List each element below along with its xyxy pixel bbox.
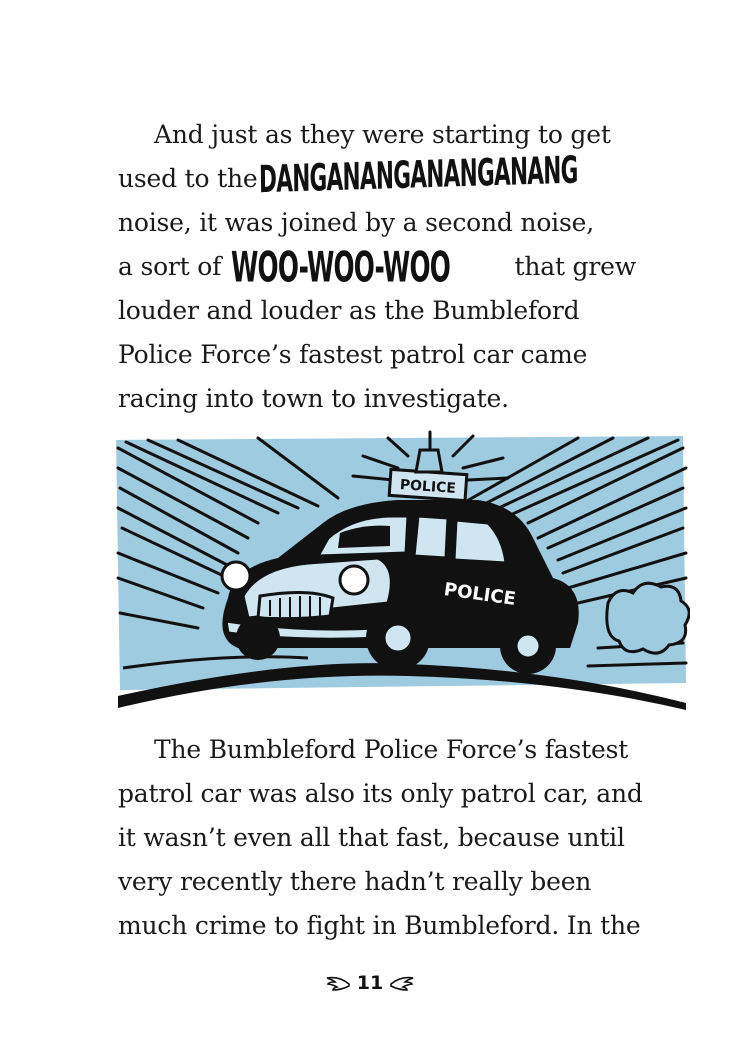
door-label: POLICE [442,579,517,610]
beacon-light [416,450,442,472]
sound-effect-danganang: DANGANANGANANGANANG [259,148,579,202]
text-line: noise, it was joined by a second noise, [118,208,594,237]
text-line: Police Force’s fastest patrol car came [118,340,588,369]
text-line: racing into town to investigate. [118,384,509,413]
text-line [118,148,618,202]
exhaust-cloud [607,583,689,653]
headlight [340,566,368,594]
text-line: very recently there hadn’t really been [118,867,592,896]
sound-effect-woo: WOO-WOO-WOO [230,243,450,293]
page-number: 11 [356,972,384,994]
text-fragment: used to the [118,164,258,193]
page-footer [320,963,420,1003]
wing-icon [389,974,415,992]
paragraph-2 [118,728,643,948]
text-line [118,243,636,293]
text-fragment: that grew [514,252,636,281]
police-car-illustration [108,428,690,718]
text-line: it wasn’t even all that fast, because until [118,823,625,852]
text-line: louder and louder as the Bumbleford [118,296,580,325]
wing-icon [325,974,351,992]
text-line: And just as they were starting to get [154,120,611,149]
text-line: The Bumbleford Police Force’s fastest [154,735,629,764]
roof-sign-text: POLICE [399,477,457,497]
paragraph-1 [118,113,636,421]
text-line: patrol car was also its only patrol car, and [118,779,643,808]
text-line: much crime to fight in Bumbleford. In the [118,911,641,940]
headlight [222,562,250,590]
text-fragment: a sort of [118,252,222,281]
